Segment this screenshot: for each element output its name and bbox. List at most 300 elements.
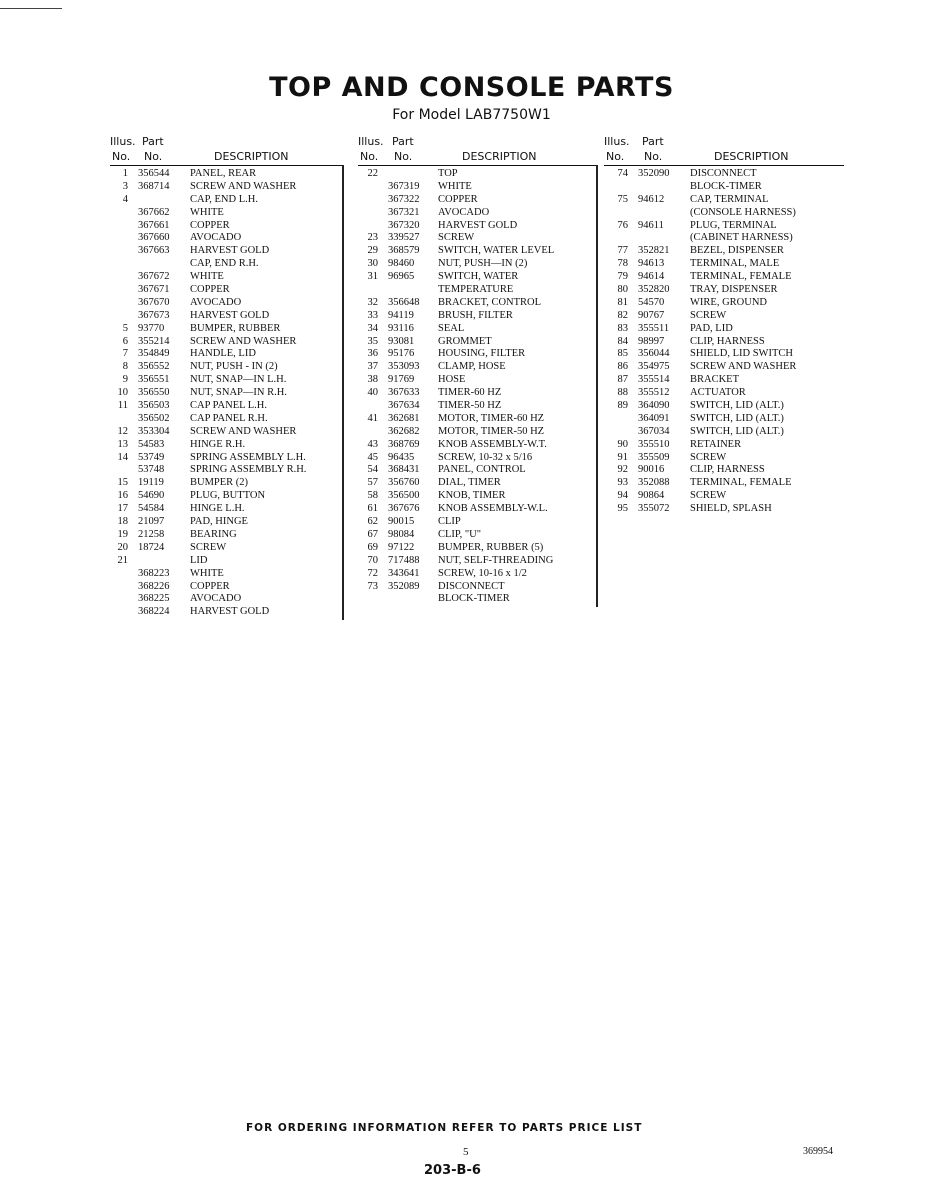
part-number: 367633	[388, 387, 420, 399]
illus-number: 43	[367, 438, 378, 450]
part-number: 21258	[138, 528, 165, 540]
part-number: 367319	[388, 180, 420, 192]
illus-number: 79	[617, 271, 628, 283]
part-description: AVOCADO	[438, 206, 490, 218]
header-illus: Illus.	[604, 135, 630, 148]
illus-number: 38	[367, 374, 378, 386]
part-number: 98997	[638, 335, 665, 347]
part-number: 356552	[138, 361, 170, 373]
part-description: MOTOR, TIMER-50 HZ	[438, 425, 545, 437]
illus-number: 36	[367, 348, 378, 360]
part-description: TRAY, DISPENSER	[690, 284, 778, 296]
illus-number: 29	[367, 245, 378, 257]
part-row	[358, 542, 596, 555]
part-description: CAP PANEL R.H.	[190, 412, 268, 424]
part-number: 95176	[388, 348, 415, 360]
part-row	[358, 464, 596, 477]
part-row	[604, 258, 844, 271]
part-row	[110, 258, 342, 271]
part-description: AVOCADO	[190, 296, 242, 308]
part-description: KNOB ASSEMBLY-W.T.	[438, 438, 547, 450]
part-row	[110, 181, 342, 194]
part-row	[604, 477, 844, 490]
part-description: WHITE	[438, 180, 472, 192]
part-description: SCREW AND WASHER	[190, 335, 297, 347]
part-number: 355512	[638, 387, 670, 399]
illus-number: 81	[617, 296, 628, 308]
part-number: 352821	[638, 245, 670, 257]
part-number: 355072	[638, 503, 670, 515]
part-number: 54583	[138, 438, 165, 450]
part-number: 18724	[138, 541, 165, 553]
part-number: 339527	[388, 232, 420, 244]
part-row	[110, 400, 342, 413]
part-row	[604, 297, 844, 310]
part-row	[358, 323, 596, 336]
part-row	[604, 168, 844, 181]
part-description: SCREW	[690, 451, 727, 463]
header-part-no: No.	[394, 150, 413, 163]
part-row	[604, 439, 844, 452]
part-description: CLIP, "U"	[438, 528, 481, 540]
part-row	[604, 413, 844, 426]
part-number: 367320	[388, 219, 420, 231]
header-illus-no: No.	[112, 150, 131, 163]
part-row	[110, 284, 342, 297]
part-number: 98084	[388, 528, 415, 540]
illus-number: 94	[617, 490, 628, 502]
part-description: DISCONNECT	[438, 580, 505, 592]
part-number: 356502	[138, 412, 170, 424]
part-number: 367662	[138, 206, 170, 218]
illus-number: 58	[367, 490, 378, 502]
header-illus-no: No.	[360, 150, 379, 163]
header-part: Part	[142, 135, 164, 148]
column-divider	[596, 165, 598, 607]
header-illus: Illus.	[110, 135, 136, 148]
part-description: TERMINAL, FEMALE	[690, 271, 792, 283]
ordering-note: FOR ORDERING INFORMATION REFER TO PARTS PRICE LIST	[246, 1122, 643, 1134]
part-number: 97122	[388, 541, 415, 553]
column-divider	[342, 165, 344, 620]
illus-number: 14	[117, 451, 128, 463]
part-description: BUMPER (2)	[190, 477, 249, 489]
part-description: AVOCADO	[190, 232, 242, 244]
illus-number: 15	[117, 477, 128, 489]
part-row	[358, 297, 596, 310]
illus-number: 86	[617, 361, 628, 373]
part-row	[358, 181, 596, 194]
handwritten-code: 203-B-6	[424, 1163, 481, 1178]
part-number: 96435	[388, 451, 415, 463]
part-row	[358, 348, 596, 361]
part-description: KNOB ASSEMBLY-W.L.	[438, 503, 548, 515]
part-row	[604, 374, 844, 387]
part-row	[604, 490, 844, 503]
part-number: 355510	[638, 438, 670, 450]
part-row	[110, 413, 342, 426]
header-description: DESCRIPTION	[462, 150, 537, 163]
part-number: 19119	[138, 477, 164, 489]
illus-number: 89	[617, 400, 628, 412]
part-row	[110, 503, 342, 516]
part-row	[110, 348, 342, 361]
part-row	[110, 516, 342, 529]
part-number: 355511	[638, 322, 670, 334]
illus-number: 88	[617, 387, 628, 399]
part-description: COPPER	[190, 219, 230, 231]
part-description: BRACKET, CONTROL	[438, 296, 542, 308]
part-number: 356550	[138, 387, 170, 399]
part-number: 368225	[138, 593, 170, 605]
part-description: SWITCH, WATER LEVEL	[438, 245, 555, 257]
part-row	[358, 207, 596, 220]
part-description: HARVEST GOLD	[190, 309, 270, 321]
part-row	[604, 336, 844, 349]
part-row	[358, 284, 596, 297]
part-description: BEZEL, DISPENSER	[690, 245, 784, 257]
part-row	[604, 348, 844, 361]
part-description: HARVEST GOLD	[438, 219, 518, 231]
part-number: 717488	[388, 554, 420, 566]
part-description: NUT, SELF-THREADING	[438, 554, 554, 566]
part-description: ACTUATOR	[690, 387, 746, 399]
illus-number: 57	[367, 477, 378, 489]
part-description: BEARING	[190, 528, 237, 540]
illus-number: 90	[617, 438, 628, 450]
illus-number: 73	[367, 580, 378, 592]
part-description: TIMER-60 HZ	[438, 387, 502, 399]
parts-column-2	[358, 133, 596, 606]
part-description: HARVEST GOLD	[190, 245, 270, 257]
part-description: HANDLE, LID	[190, 348, 256, 360]
part-number: 354849	[138, 348, 170, 360]
illus-number: 82	[617, 309, 628, 321]
illus-number: 93	[617, 477, 628, 489]
part-description: SCREW, 10-32 x 5/16	[438, 451, 533, 463]
illus-number: 45	[367, 451, 378, 463]
part-number: 355514	[638, 374, 670, 386]
part-number: 53748	[138, 464, 165, 476]
part-row	[358, 555, 596, 568]
scan-artifact-line	[0, 8, 62, 9]
part-row	[110, 426, 342, 439]
part-number: 356544	[138, 168, 170, 179]
part-row	[110, 542, 342, 555]
column-header	[110, 133, 342, 166]
column-header	[604, 133, 844, 166]
part-row	[604, 194, 844, 207]
part-description: TERMINAL, MALE	[690, 258, 780, 270]
part-row	[110, 452, 342, 465]
illus-number: 35	[367, 335, 378, 347]
part-number: 93116	[388, 322, 414, 334]
part-row	[110, 323, 342, 336]
part-description: CLIP, HARNESS	[690, 464, 765, 476]
part-number: 362682	[388, 425, 420, 437]
illus-number: 4	[122, 193, 128, 205]
illus-number: 23	[367, 232, 378, 244]
part-row	[110, 439, 342, 452]
part-number: 94613	[638, 258, 665, 270]
header-description: DESCRIPTION	[714, 150, 789, 163]
part-description: SPRING ASSEMBLY R.H.	[190, 464, 307, 476]
part-row	[358, 361, 596, 374]
part-row	[110, 387, 342, 400]
part-number: 343641	[388, 567, 420, 579]
part-number: 356648	[388, 296, 420, 308]
part-number: 367672	[138, 271, 170, 283]
part-row	[358, 593, 596, 606]
part-description: GROMMET	[438, 335, 492, 347]
part-row	[110, 374, 342, 387]
part-number: 368714	[138, 180, 170, 192]
part-description: RETAINER	[690, 438, 742, 450]
part-row	[604, 323, 844, 336]
part-description: CLIP, HARNESS	[690, 335, 765, 347]
part-description: CLIP	[438, 516, 461, 528]
part-number: 54570	[638, 296, 665, 308]
part-row	[358, 529, 596, 542]
part-row	[358, 477, 596, 490]
header-illus-no: No.	[606, 150, 625, 163]
part-description: BRUSH, FILTER	[438, 309, 513, 321]
part-number: 353093	[388, 361, 420, 373]
part-number: 353304	[138, 425, 170, 437]
part-row	[110, 168, 342, 181]
part-description: WHITE	[190, 567, 224, 579]
part-description: PANEL, CONTROL	[438, 464, 526, 476]
part-description: WHITE	[190, 271, 224, 283]
part-number: 367660	[138, 232, 170, 244]
part-row	[110, 207, 342, 220]
illus-number: 17	[117, 503, 128, 515]
part-row	[358, 271, 596, 284]
part-number: 98460	[388, 258, 415, 270]
part-row	[358, 310, 596, 323]
part-number: 367663	[138, 245, 170, 257]
part-number: 356760	[388, 477, 420, 489]
part-number: 94119	[388, 309, 414, 321]
illus-number: 1	[122, 168, 128, 179]
part-row	[358, 220, 596, 233]
part-number: 90767	[638, 309, 665, 321]
part-row	[358, 439, 596, 452]
part-row	[110, 555, 342, 568]
header-part: Part	[392, 135, 414, 148]
illus-number: 76	[617, 219, 628, 231]
part-row	[358, 232, 596, 245]
part-number: 356044	[638, 348, 670, 360]
part-row	[358, 336, 596, 349]
illus-number: 91	[617, 451, 628, 463]
illus-number: 13	[117, 438, 128, 450]
part-number: 367673	[138, 309, 170, 321]
page-title: TOP AND CONSOLE PARTS	[269, 72, 674, 103]
part-description: BLOCK-TIMER	[438, 593, 510, 605]
part-row	[358, 516, 596, 529]
illus-number: 7	[122, 348, 128, 360]
part-number: 364091	[638, 412, 670, 424]
part-row	[358, 413, 596, 426]
part-description: LID	[190, 554, 208, 566]
part-number: 91769	[388, 374, 415, 386]
part-number: 352090	[638, 168, 670, 179]
part-number: 94614	[638, 271, 665, 283]
part-description: PAD, LID	[690, 322, 733, 334]
part-description: HOSE	[438, 374, 466, 386]
part-description: DISCONNECT	[690, 168, 757, 179]
illus-number: 74	[617, 168, 628, 179]
part-row	[604, 361, 844, 374]
part-description: WHITE	[190, 206, 224, 218]
part-description: CAP, TERMINAL	[690, 193, 769, 205]
part-description: TIMER-50 HZ	[438, 400, 502, 412]
illus-number: 80	[617, 284, 628, 296]
part-number: 352089	[388, 580, 420, 592]
part-description: SWITCH, LID (ALT.)	[690, 412, 784, 424]
part-description: NUT, PUSH—IN (2)	[438, 258, 528, 270]
part-row	[358, 387, 596, 400]
part-number: 356500	[388, 490, 420, 502]
illus-number: 9	[122, 374, 128, 386]
part-description: SHIELD, LID SWITCH	[690, 348, 793, 360]
part-row	[358, 374, 596, 387]
part-description: PANEL, REAR	[190, 168, 257, 179]
illus-number: 70	[367, 554, 378, 566]
part-description: TOP	[438, 168, 458, 179]
header-description: DESCRIPTION	[214, 150, 289, 163]
part-row	[604, 271, 844, 284]
part-number: 96965	[388, 271, 415, 283]
part-number: 362681	[388, 412, 420, 424]
illus-number: 22	[367, 168, 378, 179]
illus-number: 8	[122, 361, 128, 373]
illus-number: 87	[617, 374, 628, 386]
part-number: 367676	[388, 503, 420, 515]
part-description: AVOCADO	[190, 593, 242, 605]
part-row	[358, 194, 596, 207]
part-row	[110, 245, 342, 258]
part-description: SWITCH, LID (ALT.)	[690, 400, 784, 412]
part-number: 368224	[138, 606, 170, 618]
part-row	[110, 490, 342, 503]
part-row	[604, 207, 844, 220]
part-description: SCREW AND WASHER	[190, 425, 297, 437]
header-part: Part	[642, 135, 664, 148]
part-number: 367661	[138, 219, 170, 231]
part-description: PLUG, BUTTON	[190, 490, 266, 502]
part-description: CLAMP, HOSE	[438, 361, 506, 373]
header-part-no: No.	[144, 150, 163, 163]
part-row	[604, 245, 844, 258]
illus-number: 5	[122, 322, 128, 334]
part-row	[604, 426, 844, 439]
illus-number: 3	[122, 180, 128, 192]
part-number: 367670	[138, 296, 170, 308]
illus-number: 18	[117, 516, 128, 528]
part-row	[110, 271, 342, 284]
part-number: 356551	[138, 374, 170, 386]
part-description: COPPER	[190, 580, 230, 592]
illus-number: 75	[617, 193, 628, 205]
part-number: 355214	[138, 335, 170, 347]
illus-number: 31	[367, 271, 378, 283]
part-row	[358, 258, 596, 271]
illus-number: 85	[617, 348, 628, 360]
column-header	[358, 133, 596, 166]
part-description: SHIELD, SPLASH	[690, 503, 772, 515]
illus-number: 78	[617, 258, 628, 270]
parts-column-3	[604, 133, 844, 516]
illus-number: 40	[367, 387, 378, 399]
illus-number: 83	[617, 322, 628, 334]
part-description: TEMPERATURE	[438, 284, 514, 296]
part-description: SCREW	[190, 541, 227, 553]
part-row	[604, 452, 844, 465]
part-number: 352088	[638, 477, 670, 489]
part-description: PLUG, TERMINAL	[690, 219, 777, 231]
part-row	[110, 361, 342, 374]
part-description: SCREW AND WASHER	[690, 361, 797, 373]
part-description: BLOCK-TIMER	[690, 180, 762, 192]
part-row	[110, 529, 342, 542]
part-row	[110, 464, 342, 477]
part-row	[110, 232, 342, 245]
part-row	[604, 181, 844, 194]
part-row	[358, 245, 596, 258]
illus-number: 20	[117, 541, 128, 553]
part-description: BUMPER, RUBBER	[190, 322, 281, 334]
part-description: BRACKET	[690, 374, 740, 386]
part-description: (CABINET HARNESS)	[690, 232, 793, 244]
part-row	[604, 503, 844, 516]
part-description: SEAL	[438, 322, 465, 334]
part-number: 368431	[388, 464, 420, 476]
part-number: 356503	[138, 400, 170, 412]
illus-number: 62	[367, 516, 378, 528]
illus-number: 30	[367, 258, 378, 270]
part-row	[358, 490, 596, 503]
illus-number: 11	[117, 400, 128, 412]
part-row	[358, 400, 596, 413]
part-row	[110, 336, 342, 349]
part-description: CAP, END R.H.	[190, 258, 259, 270]
document-number: 369954	[803, 1146, 833, 1157]
part-row	[358, 581, 596, 594]
part-number: 368579	[388, 245, 420, 257]
illus-number: 95	[617, 503, 628, 515]
illus-number: 67	[367, 528, 378, 540]
part-row	[110, 297, 342, 310]
part-row	[110, 606, 342, 619]
illus-number: 72	[367, 567, 378, 579]
illus-number: 33	[367, 309, 378, 321]
part-number: 367634	[388, 400, 420, 412]
part-description: NUT, PUSH - IN (2)	[190, 361, 278, 373]
part-row	[604, 284, 844, 297]
part-number: 21097	[138, 516, 165, 528]
page-number: 5	[463, 1146, 469, 1158]
illus-number: 92	[617, 464, 628, 476]
illus-number: 19	[117, 528, 128, 540]
illus-number: 54	[367, 464, 378, 476]
illus-number: 16	[117, 490, 128, 502]
part-description: SCREW	[690, 490, 727, 502]
part-description: SCREW AND WASHER	[190, 180, 297, 192]
illus-number: 41	[367, 412, 378, 424]
part-description: SCREW	[438, 232, 475, 244]
